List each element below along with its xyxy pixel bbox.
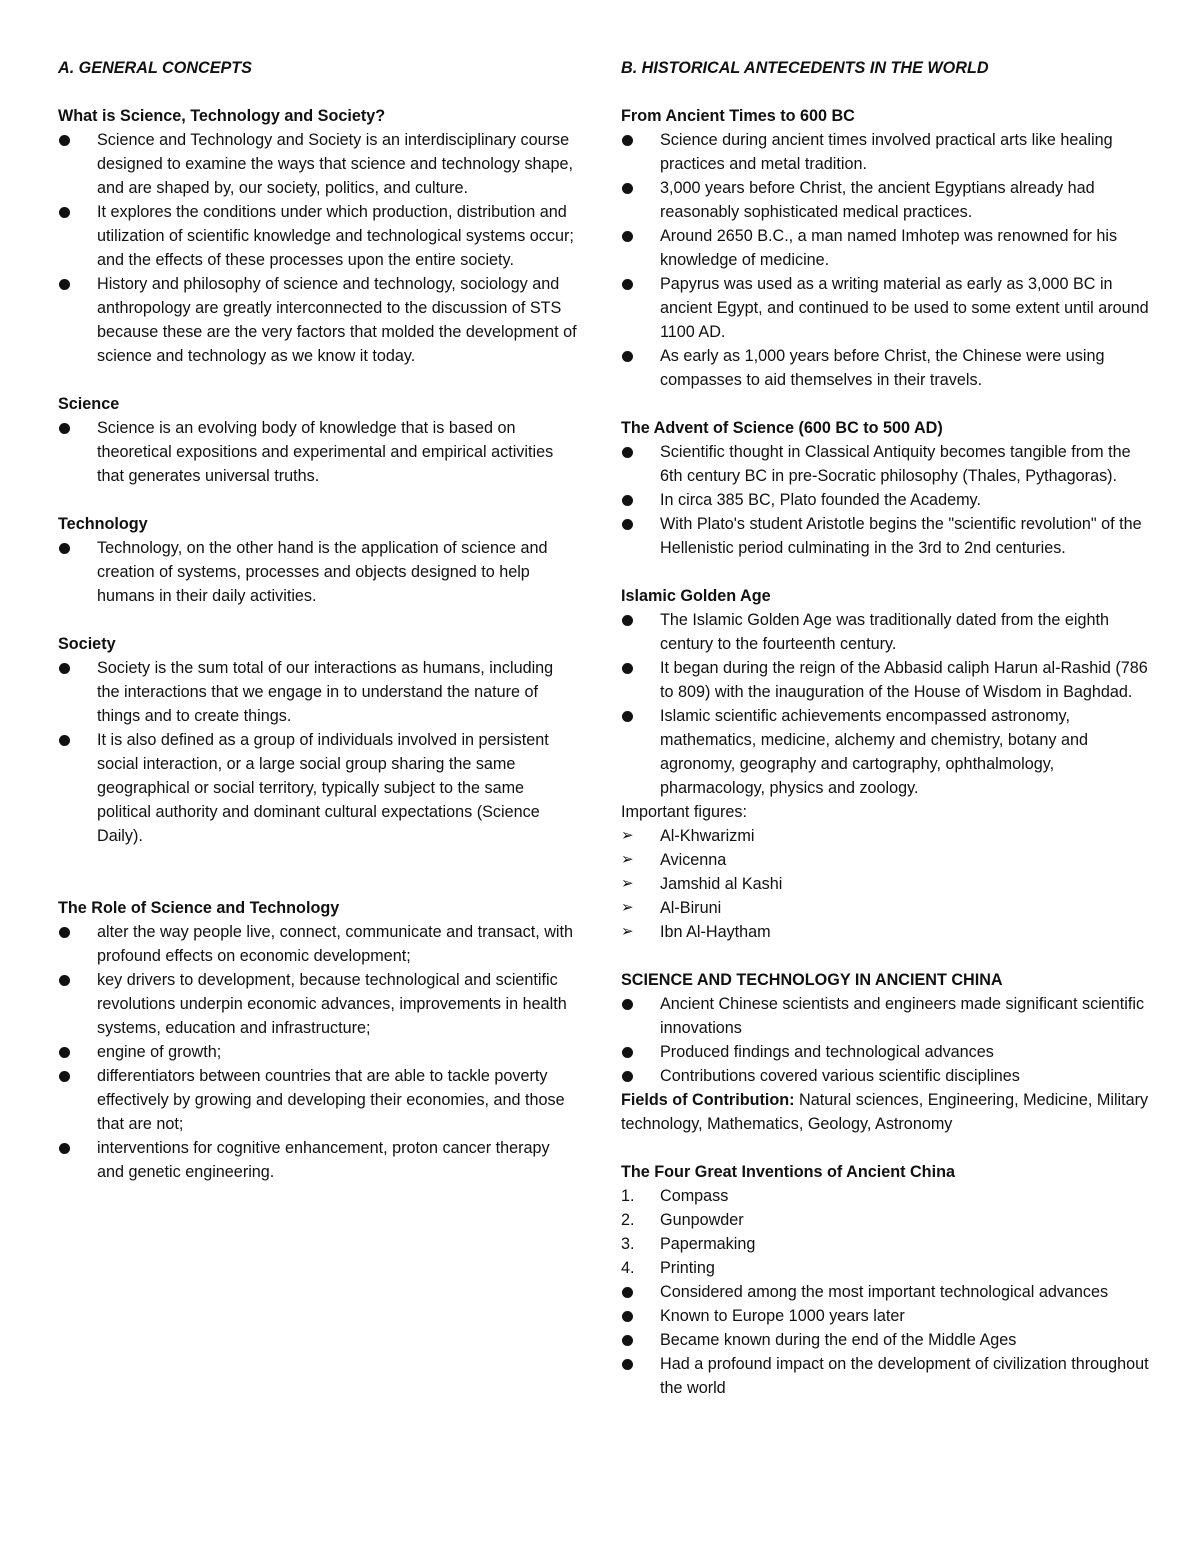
list-item: Society is the sum total of our interactions as humans, including the interactions that we engage in to understand the nature of things and to create things. — [58, 656, 580, 728]
list-item: differentiators between countries that are able to tackle poverty effectively by growing and developing their economies, and those that are not; — [58, 1064, 580, 1136]
list-item: ➢ Al-Biruni — [621, 896, 1151, 920]
list-item: Science is an evolving body of knowledge that is based on theoretical expositions and experimental and empirical activities that generates universal truths. — [58, 416, 580, 488]
list-item: ➢ Jamshid al Kashi — [621, 872, 1151, 896]
list-item: Known to Europe 1000 years later — [621, 1304, 1151, 1328]
list-item: As early as 1,000 years before Christ, the Chinese were using compasses to aid themselves in their travels. — [621, 344, 1151, 392]
list-item: engine of growth; — [58, 1040, 580, 1064]
ancient-section — [621, 104, 1151, 392]
china-section — [621, 968, 1151, 1136]
role-section — [58, 896, 580, 1184]
list-item: Produced findings and technological advances — [621, 1040, 1151, 1064]
technology-section — [58, 512, 580, 608]
fields-paragraph — [621, 1088, 1151, 1136]
section-b-title: B. HISTORICAL ANTECEDENTS IN THE WORLD — [621, 59, 989, 77]
list-item: It began during the reign of the Abbasid caliph Harun al-Rashid (786 to 809) with the inauguration of the House of Wisdom in Baghdad. — [621, 656, 1151, 704]
list-item: It explores the conditions under which production, distribution and utilization of scientific knowledge and technological systems occur; and the effects of these processes upon the entire society. — [58, 200, 580, 272]
list-item: Scientific thought in Classical Antiquity becomes tangible from the 6th century BC in pre-Socratic philosophy (Thales, Pythagoras). — [621, 440, 1151, 488]
item-number: 2. — [621, 1211, 635, 1229]
ancient-list — [621, 128, 1151, 392]
list-item: Science and Technology and Society is an interdisciplinary course designed to examine the ways that science and technology shape, and are shaped by, our society, politics, and culture. — [58, 128, 580, 200]
fields-text: Natural sciences, Engineering, Medicine, Military technology, Mathematics, Geology, Astronomy — [621, 1091, 1149, 1133]
technology-list — [58, 536, 580, 608]
list-item: Around 2650 B.C., a man named Imhotep was renowned for his knowledge of medicine. — [621, 224, 1151, 272]
islamic-heading: Islamic Golden Age — [621, 587, 771, 605]
advent-section — [621, 416, 1151, 560]
ancient-heading: From Ancient Times to 600 BC — [621, 107, 855, 125]
item-number: 1. — [621, 1187, 635, 1205]
what-is-sts-list — [58, 128, 580, 368]
what-is-sts-heading: What is Science, Technology and Society? — [58, 107, 386, 125]
figures-label: Important figures: — [621, 803, 747, 821]
list-item: In circa 385 BC, Plato founded the Academy. — [621, 488, 1151, 512]
numbered-item — [621, 1256, 1151, 1280]
list-item: Considered among the most important technological advances — [621, 1280, 1151, 1304]
left-column — [58, 56, 580, 1208]
list-item: 3,000 years before Christ, the ancient Egyptians already had reasonably sophisticated medical practices. — [621, 176, 1151, 224]
list-item: key drivers to development, because technological and scientific revolutions underpin economic advances, improvements in health systems, education and infrastructure; — [58, 968, 580, 1040]
science-heading: Science — [58, 395, 120, 413]
right-column — [621, 56, 1151, 1424]
list-item: Became known during the end of the Middle Ages — [621, 1328, 1151, 1352]
list-item: Islamic scientific achievements encompassed astronomy, mathematics, medicine, alchemy and chemistry, botany and agronomy, geography and cartography, ophthalmology, pharmacology, physics and zoology. — [621, 704, 1151, 800]
list-item: Had a profound impact on the development of civilization throughout the world — [621, 1352, 1151, 1400]
numbered-item — [621, 1184, 1151, 1208]
china-heading: SCIENCE AND TECHNOLOGY IN ANCIENT CHINA — [621, 971, 1003, 989]
role-list — [58, 920, 580, 1184]
role-heading: The Role of Science and Technology — [58, 899, 340, 917]
science-list — [58, 416, 580, 488]
advent-heading: The Advent of Science (600 BC to 500 AD) — [621, 419, 943, 437]
item-text: Printing — [660, 1259, 715, 1277]
spacer — [58, 872, 580, 896]
what-is-sts-section — [58, 104, 580, 368]
list-item: Papyrus was used as a writing material as early as 3,000 BC in ancient Egypt, and continued to be used to some extent until around 1100 AD. — [621, 272, 1151, 344]
list-item: Contributions covered various scientific disciplines — [621, 1064, 1151, 1088]
list-item: alter the way people live, connect, communicate and transact, with profound effects on economic development; — [58, 920, 580, 968]
inventions-heading: The Four Great Inventions of Ancient China — [621, 1163, 955, 1181]
fields-label: Fields of Contribution: — [621, 1091, 795, 1109]
islamic-section — [621, 584, 1151, 944]
society-section — [58, 632, 580, 848]
society-list — [58, 656, 580, 848]
numbered-item — [621, 1232, 1151, 1256]
inventions-section — [621, 1160, 1151, 1400]
advent-list — [621, 440, 1151, 560]
list-item: With Plato's student Aristotle begins the "scientific revolution" of the Hellenistic period culminating in the 3rd to 2nd centuries. — [621, 512, 1151, 560]
list-item: ➢ Ibn Al-Haytham — [621, 920, 1151, 944]
section-a-title: A. GENERAL CONCEPTS — [58, 59, 252, 77]
item-text: Gunpowder — [660, 1211, 744, 1229]
list-item: Science during ancient times involved practical arts like healing practices and metal tradition. — [621, 128, 1151, 176]
science-section — [58, 392, 580, 488]
china-list — [621, 992, 1151, 1088]
item-number: 4. — [621, 1259, 635, 1277]
list-item: ➢ Al-Khwarizmi — [621, 824, 1151, 848]
inventions-list — [621, 1280, 1151, 1400]
list-item: The Islamic Golden Age was traditionally dated from the eighth century to the fourteenth century. — [621, 608, 1151, 656]
list-item: History and philosophy of science and technology, sociology and anthropology are greatly interconnected to the discussion of STS because these are the very factors that molded the development of science and technology as we know it today. — [58, 272, 580, 368]
list-item: Technology, on the other hand is the application of science and creation of systems, processes and objects designed to help humans in their daily activities. — [58, 536, 580, 608]
figures-list — [621, 824, 1151, 944]
item-text: Papermaking — [660, 1235, 756, 1253]
list-item: ➢ Avicenna — [621, 848, 1151, 872]
society-heading: Society — [58, 635, 116, 653]
list-item: It is also defined as a group of individuals involved in persistent social interaction, or a large social group sharing the same geographical or social territory, typically subject to the same political authority and dominant cultural expectations (Science Daily). — [58, 728, 580, 848]
item-number: 3. — [621, 1235, 635, 1253]
islamic-list — [621, 608, 1151, 800]
inventions-numbered-list — [621, 1184, 1151, 1280]
technology-heading: Technology — [58, 515, 148, 533]
list-item: Ancient Chinese scientists and engineers made significant scientific innovations — [621, 992, 1151, 1040]
list-item: interventions for cognitive enhancement, proton cancer therapy and genetic engineering. — [58, 1136, 580, 1184]
item-text: Compass — [660, 1187, 729, 1205]
numbered-item — [621, 1208, 1151, 1232]
